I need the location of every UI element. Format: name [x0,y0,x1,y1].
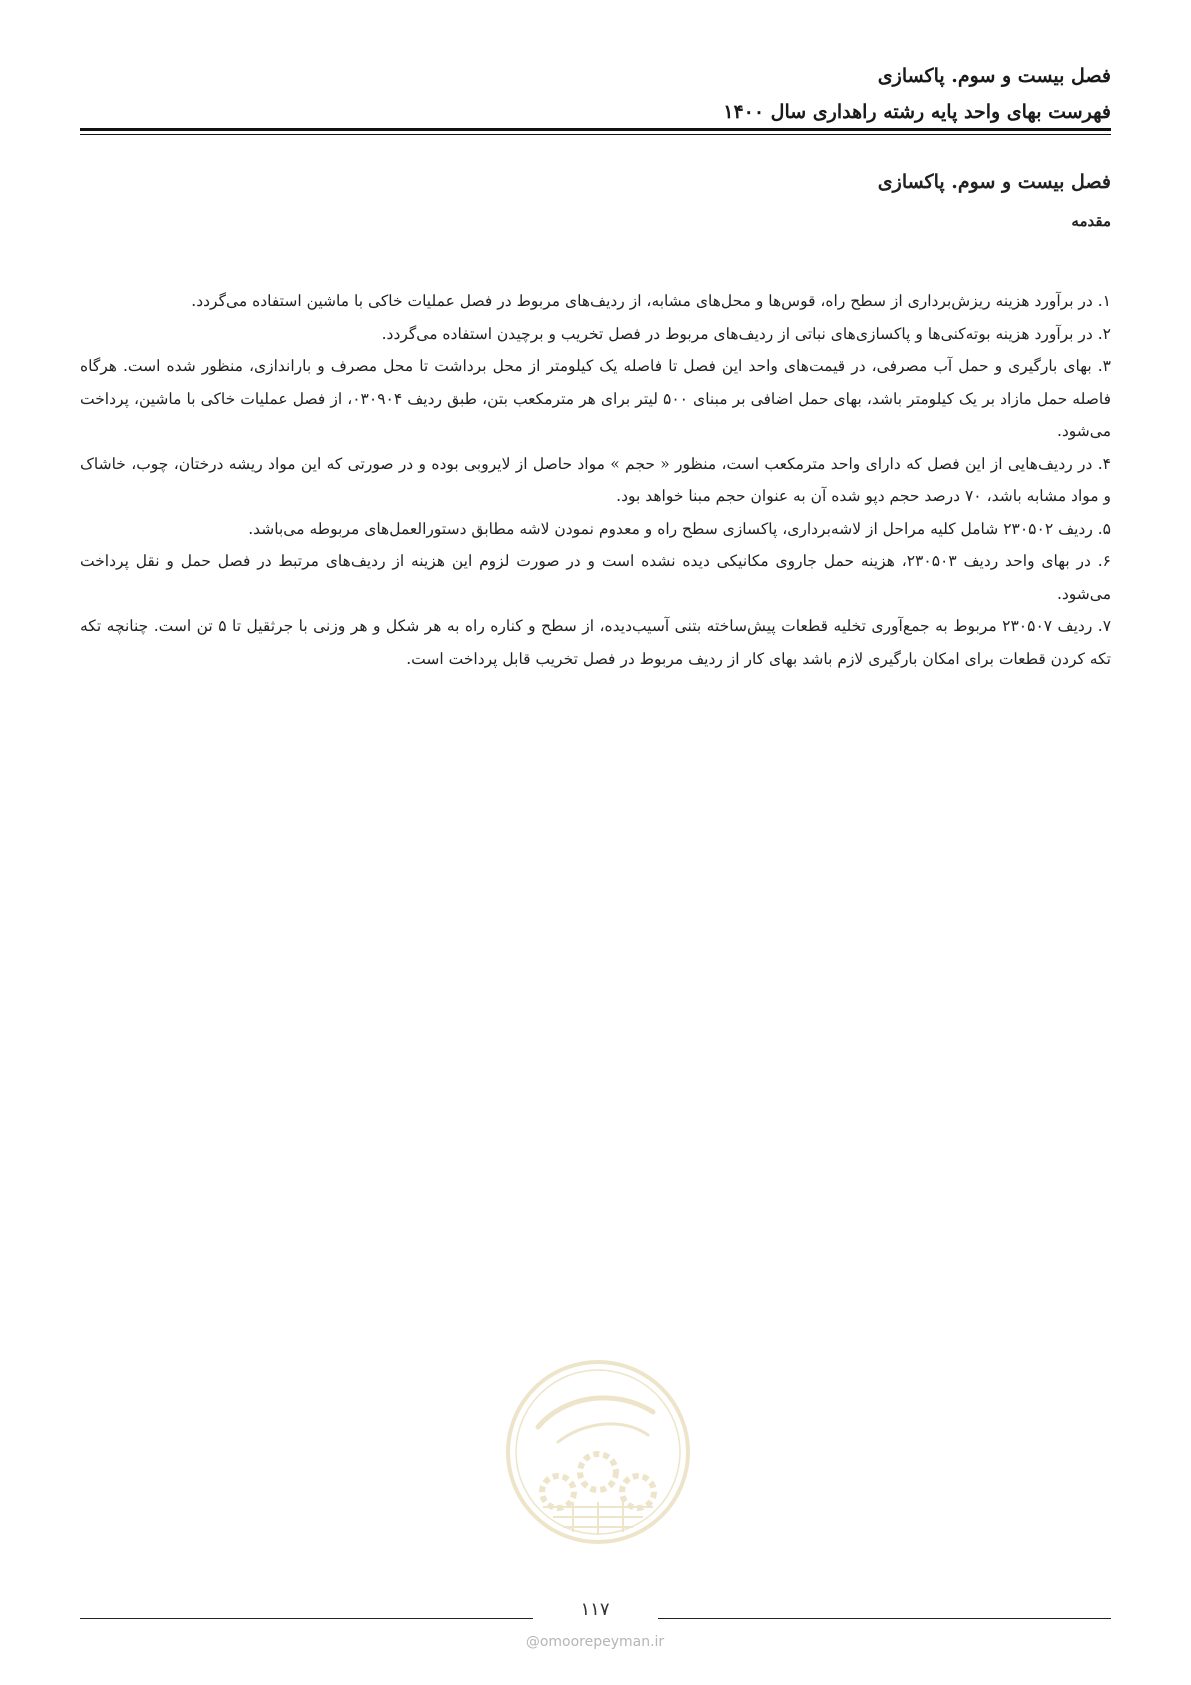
paragraph-7: ۷. ردیف ۲۳۰۵۰۷ مربوط به جمع‌آوری تخلیه قطعات پیش‌ساخته بتنی آسیب‌دیده، از سطح و کناره راه به هر شکل و هر وزنی با جرثقیل تا ۵ تن است. چنانچه تکه تکه کردن قطعات برای امکان بارگیری لازم باشد بهای کار از ردیف مربوط در فصل تخریب قابل پرداخت است. [80,617,1112,668]
watermark-logo-icon [503,1357,693,1547]
footer-rule-right [658,1618,1111,1619]
header-rule-thick [80,128,1111,131]
paragraph-2: ۲. در برآورد هزینه بوته‌کنی‌ها و پاکسازی‌های نباتی از ردیف‌های مربوط در فصل تخریب و برچیدن استفاده می‌گردد. [381,324,1111,343]
paragraph-6: ۶. در بهای واحد ردیف ۲۳۰۵۰۳، هزینه حمل جاروی مکانیکی دیده نشده است و در صورت لزوم این هزینه از ردیف‌های مرتبط در فصل حمل و نقل پرداخت می‌شود. [80,552,1111,603]
section-title: فصل بیست و سوم. پاکسازی [877,171,1111,193]
page-header [81,58,1111,130]
paragraph-5: ۵. ردیف ۲۳۰۵۰۲ شامل کلیه مراحل از لاشه‌برداری، پاکسازی سطح راه و معدوم نمودن لاشه مطابق دستورالعمل‌های مربوطه می‌باشد. [248,519,1111,538]
paragraph-1: ۱. در برآورد هزینه ریزش‌برداری از سطح راه، قوس‌ها و محل‌های مشابه، از ردیف‌های مربوط در فصل عملیات خاکی با ماشین استفاده می‌گردد. [191,292,1111,310]
body-text [80,285,1111,675]
footer-rule-left [80,1618,533,1619]
introduction-heading: مقدمه [1071,212,1111,230]
website-tag: @omoorepeyman.ir [525,1634,665,1650]
paragraph-4: ۴. در ردیف‌هایی از این فصل که دارای واحد مترمکعب است، منظور « حجم » مواد حاصل از لایروبی بوده و در صورتی که این مواد ریشه درختان، چوب، خاشاک و مواد مشابه باشد، ۷۰ درصد حجم دپو شده آن به عنوان حجم مبنا خواهد بود. [80,454,1111,505]
paragraph-3: ۳. بهای بارگیری و حمل آب مصرفی، در قیمت‌های واحد این فصل تا فاصله یک کیلومتر از محل برداشت تا محل مصرف و باراندازی، منظور شده است. هرگاه فاصله حمل مازاد بر یک کیلومتر باشد، بهای حمل اضافی بر مبنای ۵۰۰ لیتر برای هر مترمکعب بتن، طبق ردیف ۰۳۰۹۰۴، از فصل عملیات خاکی با ماشین، پرداخت می‌شود. [80,357,1112,440]
header-rule-thin [80,134,1111,135]
header-chapter-title: فصل بیست و سوم. پاکسازی [877,65,1111,87]
header-price-list-title: فهرست بهای واحد پایه رشته راهداری سال ۱۴۰۰ [723,101,1111,123]
page-number: ۱۱۷ [580,1599,610,1620]
